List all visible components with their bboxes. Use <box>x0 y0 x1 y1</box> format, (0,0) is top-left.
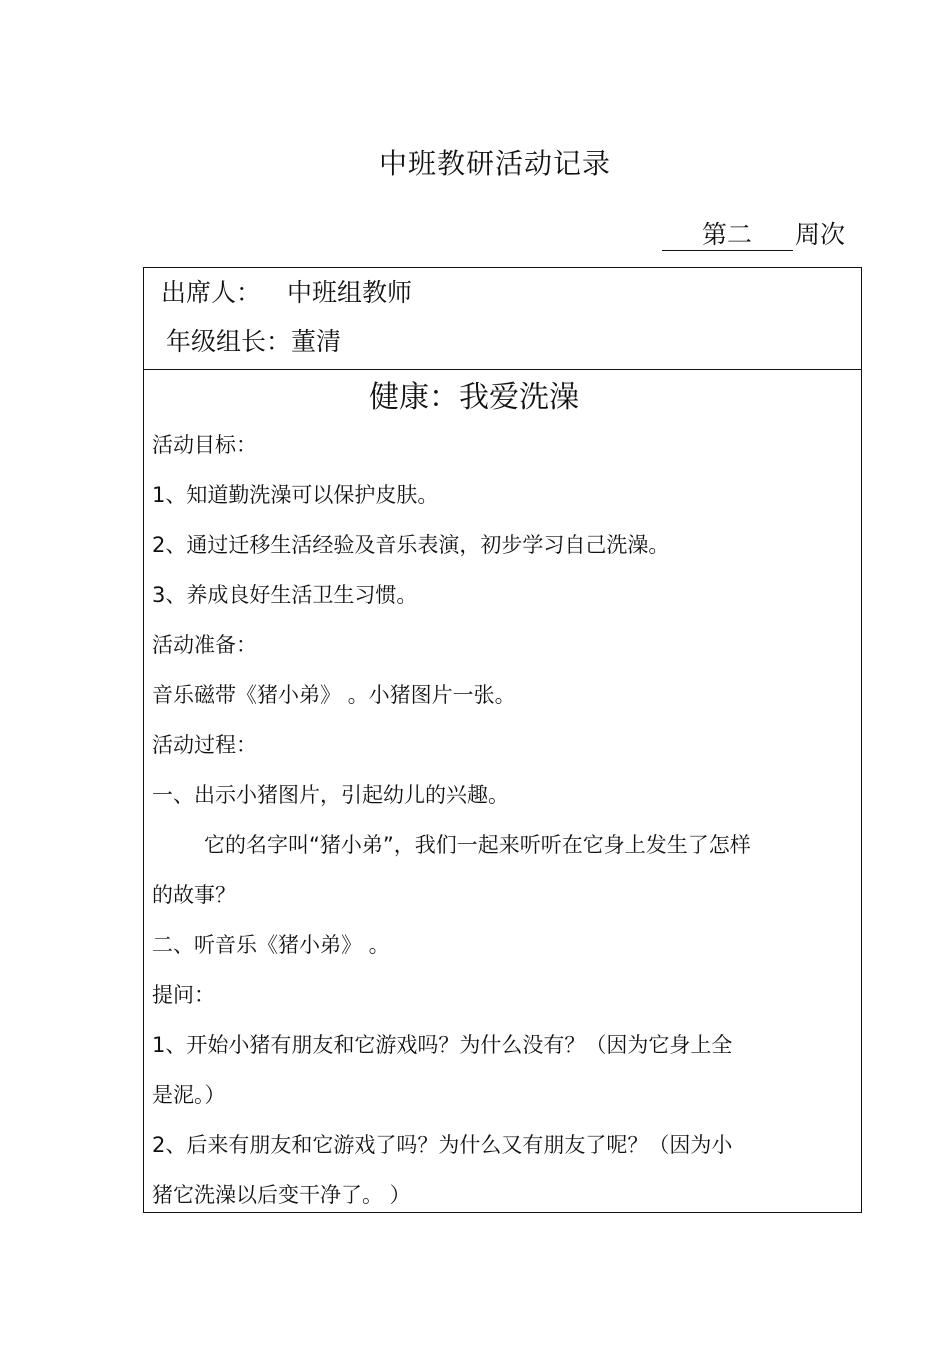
attendees-value: 中班组教师 <box>287 278 413 307</box>
process-step-1-text-cont: 的故事？ <box>152 883 236 907</box>
question-2-cont: 猪它洗澡以后变干净了。 ） <box>152 1183 411 1207</box>
process-step-1: 一、出示小猪图片，引起幼儿的兴趣。 <box>152 783 509 807</box>
week-value: 第二 <box>662 220 793 251</box>
record-table <box>143 267 862 1213</box>
section-prep-label: 活动准备： <box>152 633 257 657</box>
page-title: 中班教研活动记录 <box>378 147 611 180</box>
leader-value: 董清 <box>291 327 342 356</box>
goal-item-2: 2、通过迁移生活经验及音乐表演，初步学习自己洗澡。 <box>152 533 670 557</box>
attendees-label: 出席人： <box>161 278 262 307</box>
questions-label: 提问： <box>152 983 215 1007</box>
section-goals-label: 活动目标： <box>152 433 257 457</box>
week-suffix: 周次 <box>795 220 846 249</box>
attendees-row <box>161 276 412 310</box>
section-process-label: 活动过程： <box>152 733 257 757</box>
question-1-cont: 是泥。） <box>152 1083 226 1107</box>
question-2: 2、后来有朋友和它游戏了吗？为什么又有朋友了呢？（因为小 <box>152 1133 733 1157</box>
leader-row <box>166 325 341 359</box>
leader-label: 年级组长： <box>166 327 292 356</box>
process-step-2: 二、听音乐《猪小弟》 。 <box>152 933 390 957</box>
question-1: 1、开始小猪有朋友和它游戏吗？为什么没有？（因为它身上全 <box>152 1033 733 1057</box>
process-step-1-text: 它的名字叫“猪小弟”，我们一起来听听在它身上发生了怎样 <box>204 833 751 857</box>
prep-text: 音乐磁带《猪小弟》 。小猪图片一张。 <box>152 683 516 707</box>
week-label <box>662 218 845 252</box>
goal-item-1: 1、知道勤洗澡可以保护皮肤。 <box>152 483 439 507</box>
lesson-title: 健康：我爱洗澡 <box>369 380 579 415</box>
goal-item-3: 3、养成良好生活卫生习惯。 <box>152 583 418 607</box>
header-cell <box>144 268 861 370</box>
